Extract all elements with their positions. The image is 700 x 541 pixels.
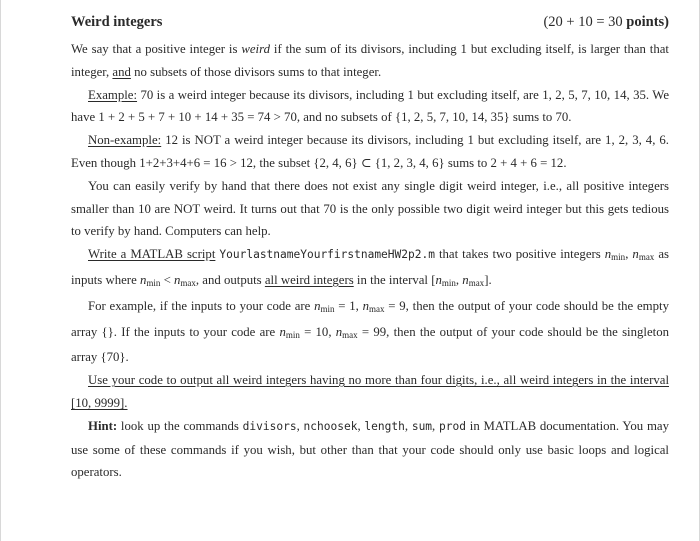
cmd-divisors: divisors	[242, 419, 297, 433]
task-paragraph: Write a MATLAB script YourlastnameYourfirstnameHW2p2.m that takes two positive integers $n_{min}$, $n_{max}$ as inputs where $n_{min} < n_{max}$, and outputs all weird integers in the interval [$n_{min}$, $n_{max}$].	[71, 247, 669, 288]
cmd-length: length	[364, 419, 405, 433]
example-paragraph: Example: 70 is a weird integer because its divisors, including 1 but excluding itself, are 1, 2, 5, 7, 10, 14, 35. We have 1 + 2 + 5 + 7 + 10 + 14 + 35 = 74 > 70, and no subsets of {1, 2, 5, 7, 10, 14, 35} sums to 70.	[71, 87, 669, 125]
definition-paragraph: We say that a positive integer is weird if the sum of its divisors, including 1 but excluding itself, is larger than that integer, and no subsets of those divisors sums to that integer.	[71, 42, 669, 79]
cmd-sum: sum	[411, 419, 433, 433]
problem-title: Weird integers	[71, 14, 163, 30]
weird-term: weird	[241, 42, 271, 56]
problem-header	[71, 8, 669, 36]
cmd-prod: prod	[439, 419, 466, 433]
output-instruction-paragraph: Use your code to output all weird integers having no more than four digits, i.e., all weird integers in the interval [10, 9999].	[71, 373, 669, 410]
problem-points: (20 + 10 = 30 points)	[543, 14, 669, 30]
example-label: Example:	[88, 87, 138, 102]
hint-paragraph: Hint: look up the commands divisors, nchoosek, length, sum, prod in MATLAB documentation. You may use some of these commands if you wish, but other than that your code should only use basic loops and logical operators.	[71, 418, 669, 480]
io-example-paragraph: For example, if the inputs to your code are $n_{min} = 1$, $n_{max} = 9$, then the output of your code should be the empty array {}. If the inputs to your code are $n_{min} = 10$, $n_{max} = 99$, then the output of your code should be the singleton array {70}.	[71, 298, 670, 365]
non-example-label: Non-example:	[88, 133, 162, 148]
hint-label: Hint:	[88, 418, 118, 433]
task-instruction: Write a MATLAB script	[88, 247, 216, 262]
all-weird-integers-emphasis: all weird integers	[264, 272, 354, 287]
non-example-paragraph: Non-example: 12 is NOT a weird integer because its divisors, including 1 but excluding itself, are 1, 2, 3, 4, 6. Even though 1+2+3+4+6 = 16 > 12, the subset {2, 4, 6} ⊂ {1, 2, 3, 4, 6} sums to 2 + 4 + 6 = 12.	[71, 133, 669, 170]
script-filename: YourlastnameYourfirstnameHW2p2.m	[219, 248, 435, 262]
cmd-nchoosek: nchoosek	[303, 419, 358, 433]
verification-paragraph: You can easily verify by hand that there does not exist any single digit weird integer, i.e., all positive integers smaller than 10 are NOT weird. It turns out that 70 is the only possible two digit weird integer but this gets tedious to verify by hand. Computers can help.	[71, 178, 669, 239]
